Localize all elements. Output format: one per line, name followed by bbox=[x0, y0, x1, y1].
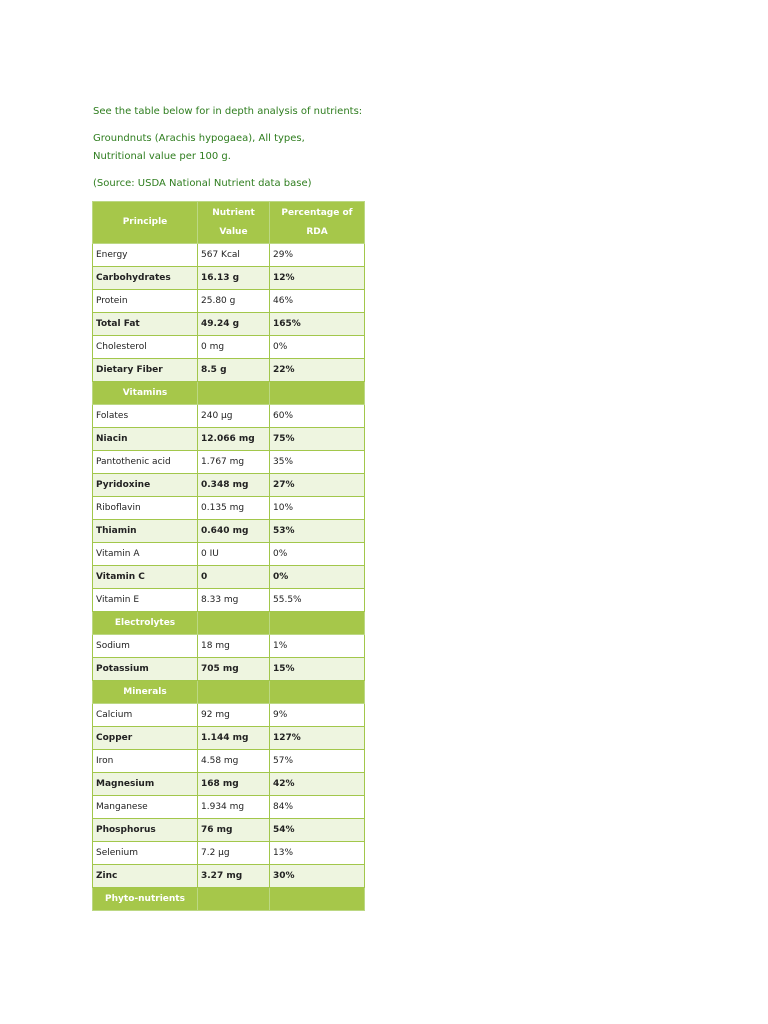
nutrient-value: 1.144 mg bbox=[198, 727, 270, 750]
header-nutrient-value: Nutrient Value bbox=[198, 202, 270, 244]
nutrient-name: Calcium bbox=[93, 704, 198, 727]
table-row bbox=[93, 819, 365, 842]
nutrient-name: Thiamin bbox=[93, 520, 198, 543]
serving-note: Nutritional value per 100 g. bbox=[93, 151, 231, 162]
nutrient-name: Vitamin A bbox=[93, 543, 198, 566]
rda-percentage: 22% bbox=[270, 359, 365, 382]
rda-percentage: 54% bbox=[270, 819, 365, 842]
nutrient-name: Pyridoxine bbox=[93, 474, 198, 497]
source-note: (Source: USDA National Nutrient data base) bbox=[93, 178, 312, 189]
rda-percentage: 35% bbox=[270, 451, 365, 474]
table-row bbox=[93, 727, 365, 750]
rda-percentage: 60% bbox=[270, 405, 365, 428]
table-row bbox=[93, 543, 365, 566]
nutrient-name: Sodium bbox=[93, 635, 198, 658]
nutrient-value: 240 µg bbox=[198, 405, 270, 428]
table-header-row bbox=[93, 202, 365, 244]
rda-percentage: 75% bbox=[270, 428, 365, 451]
nutrient-value: 0 IU bbox=[198, 543, 270, 566]
nutrient-value: 0.348 mg bbox=[198, 474, 270, 497]
rda-percentage: 10% bbox=[270, 497, 365, 520]
section-empty-cell bbox=[198, 888, 270, 911]
table-row bbox=[93, 704, 365, 727]
nutrient-value: 25.80 g bbox=[198, 290, 270, 313]
rda-percentage: 0% bbox=[270, 566, 365, 589]
section-empty-cell bbox=[198, 681, 270, 704]
table-row bbox=[93, 773, 365, 796]
table-row bbox=[93, 520, 365, 543]
nutrient-name: Pantothenic acid bbox=[93, 451, 198, 474]
nutrient-name: Dietary Fiber bbox=[93, 359, 198, 382]
rda-percentage: 53% bbox=[270, 520, 365, 543]
nutrient-value: 92 mg bbox=[198, 704, 270, 727]
rda-percentage: 46% bbox=[270, 290, 365, 313]
nutrient-value: 3.27 mg bbox=[198, 865, 270, 888]
table-row bbox=[93, 290, 365, 313]
food-name: Groundnuts (Arachis hypogaea), All types, bbox=[93, 133, 305, 144]
section-empty-cell bbox=[198, 382, 270, 405]
table-body bbox=[93, 244, 365, 911]
section-row bbox=[93, 888, 365, 911]
nutrient-name: Zinc bbox=[93, 865, 198, 888]
nutrient-name: Riboflavin bbox=[93, 497, 198, 520]
nutrient-value: 18 mg bbox=[198, 635, 270, 658]
nutrient-name: Vitamin C bbox=[93, 566, 198, 589]
section-empty-cell bbox=[270, 681, 365, 704]
table-row bbox=[93, 313, 365, 336]
header-principle: Principle bbox=[93, 202, 198, 244]
nutrient-name: Selenium bbox=[93, 842, 198, 865]
rda-percentage: 84% bbox=[270, 796, 365, 819]
intro-text: See the table below for in depth analysis of nutrients: bbox=[93, 106, 363, 117]
nutrient-value: 49.24 g bbox=[198, 313, 270, 336]
nutrient-value: 1.934 mg bbox=[198, 796, 270, 819]
section-label: Phyto-nutrients bbox=[93, 888, 198, 911]
nutrient-name: Vitamin E bbox=[93, 589, 198, 612]
rda-percentage: 1% bbox=[270, 635, 365, 658]
section-empty-cell bbox=[270, 888, 365, 911]
nutrient-value: 0 bbox=[198, 566, 270, 589]
nutrient-name: Energy bbox=[93, 244, 198, 267]
nutrient-value: 1.767 mg bbox=[198, 451, 270, 474]
section-label: Vitamins bbox=[93, 382, 198, 405]
rda-percentage: 12% bbox=[270, 267, 365, 290]
table-row bbox=[93, 865, 365, 888]
table-row bbox=[93, 566, 365, 589]
section-empty-cell bbox=[270, 612, 365, 635]
nutrient-value: 7.2 µg bbox=[198, 842, 270, 865]
table-row bbox=[93, 796, 365, 819]
nutrient-value: 0.640 mg bbox=[198, 520, 270, 543]
nutrient-name: Carbohydrates bbox=[93, 267, 198, 290]
section-empty-cell bbox=[198, 612, 270, 635]
nutrient-value: 168 mg bbox=[198, 773, 270, 796]
nutrient-name: Manganese bbox=[93, 796, 198, 819]
table-row bbox=[93, 474, 365, 497]
table-row bbox=[93, 497, 365, 520]
nutrient-name: Copper bbox=[93, 727, 198, 750]
section-empty-cell bbox=[270, 382, 365, 405]
table-row bbox=[93, 267, 365, 290]
table-row bbox=[93, 451, 365, 474]
table-row bbox=[93, 405, 365, 428]
rda-percentage: 0% bbox=[270, 543, 365, 566]
rda-percentage: 29% bbox=[270, 244, 365, 267]
nutrient-name: Folates bbox=[93, 405, 198, 428]
rda-percentage: 55.5% bbox=[270, 589, 365, 612]
section-row bbox=[93, 681, 365, 704]
nutrient-name: Phosphorus bbox=[93, 819, 198, 842]
rda-percentage: 15% bbox=[270, 658, 365, 681]
rda-percentage: 127% bbox=[270, 727, 365, 750]
nutrient-value: 0.135 mg bbox=[198, 497, 270, 520]
section-row bbox=[93, 612, 365, 635]
nutrient-table bbox=[92, 201, 365, 911]
table-row bbox=[93, 635, 365, 658]
rda-percentage: 42% bbox=[270, 773, 365, 796]
table-row bbox=[93, 336, 365, 359]
nutrient-value: 567 Kcal bbox=[198, 244, 270, 267]
nutrient-name: Potassium bbox=[93, 658, 198, 681]
nutrient-value: 12.066 mg bbox=[198, 428, 270, 451]
nutrient-name: Cholesterol bbox=[93, 336, 198, 359]
nutrient-value: 76 mg bbox=[198, 819, 270, 842]
nutrient-name: Magnesium bbox=[93, 773, 198, 796]
section-label: Minerals bbox=[93, 681, 198, 704]
nutrient-value: 16.13 g bbox=[198, 267, 270, 290]
table-row bbox=[93, 589, 365, 612]
nutrient-name: Niacin bbox=[93, 428, 198, 451]
section-row bbox=[93, 382, 365, 405]
header-rda: Percentage of RDA bbox=[270, 202, 365, 244]
rda-percentage: 27% bbox=[270, 474, 365, 497]
table-row bbox=[93, 428, 365, 451]
table-row bbox=[93, 359, 365, 382]
nutrient-name: Total Fat bbox=[93, 313, 198, 336]
rda-percentage: 57% bbox=[270, 750, 365, 773]
table-row bbox=[93, 842, 365, 865]
rda-percentage: 30% bbox=[270, 865, 365, 888]
nutrient-value: 8.5 g bbox=[198, 359, 270, 382]
nutrient-value: 4.58 mg bbox=[198, 750, 270, 773]
nutrient-value: 0 mg bbox=[198, 336, 270, 359]
section-label: Electrolytes bbox=[93, 612, 198, 635]
nutrient-name: Protein bbox=[93, 290, 198, 313]
nutrient-name: Iron bbox=[93, 750, 198, 773]
table-row bbox=[93, 658, 365, 681]
rda-percentage: 165% bbox=[270, 313, 365, 336]
nutrient-value: 8.33 mg bbox=[198, 589, 270, 612]
nutrient-value: 705 mg bbox=[198, 658, 270, 681]
rda-percentage: 0% bbox=[270, 336, 365, 359]
table-row bbox=[93, 750, 365, 773]
table-row bbox=[93, 244, 365, 267]
rda-percentage: 13% bbox=[270, 842, 365, 865]
rda-percentage: 9% bbox=[270, 704, 365, 727]
